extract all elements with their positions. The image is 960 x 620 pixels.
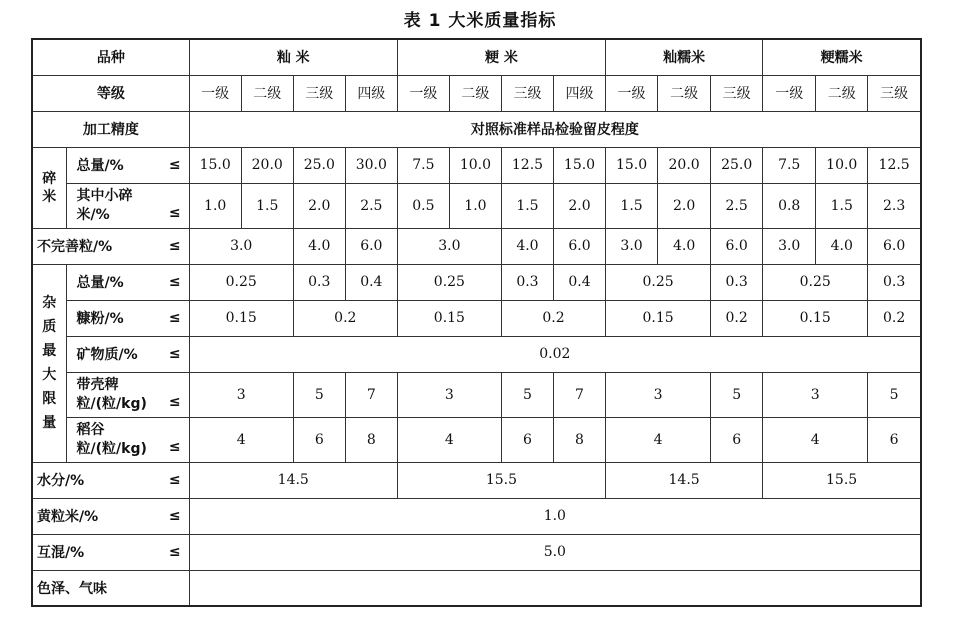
table-row (32, 39, 921, 75)
table-row (32, 498, 921, 534)
value-cell: 20.0 (658, 147, 711, 183)
value-cell: 6 (501, 417, 553, 462)
grade-header: 等级 (32, 75, 189, 111)
row-label (66, 300, 189, 336)
value-cell: 0.3 (711, 264, 763, 300)
value-cell: 15.5 (397, 462, 605, 498)
value-cell: 1.0 (189, 183, 241, 228)
value-cell: 3.0 (397, 228, 501, 264)
value-cell: 0.4 (345, 264, 397, 300)
row-label (32, 228, 189, 264)
broken-total-label: 总量/% (76, 158, 124, 174)
table-row (32, 300, 921, 336)
value-cell: 6.0 (345, 228, 397, 264)
leq-sign: ≤ (168, 438, 181, 455)
value-cell: 5 (293, 372, 345, 417)
value-cell: 0.25 (763, 264, 868, 300)
row-label (32, 462, 189, 498)
variety-glutinous-indica: 籼糯米 (606, 39, 763, 75)
table-row (32, 111, 921, 147)
imperfect-label: 不完善粒/% (37, 239, 113, 255)
value-cell: 3 (189, 372, 293, 417)
row-label (66, 147, 189, 183)
row-label (66, 183, 189, 228)
value-cell: 4 (606, 417, 711, 462)
variety-japonica: 粳 米 (397, 39, 605, 75)
table-row (32, 534, 921, 570)
value-cell: 4.0 (658, 228, 711, 264)
grade-cell: 一级 (763, 75, 816, 111)
value-cell: 7.5 (397, 147, 449, 183)
rice-quality-table (31, 38, 922, 607)
value-cell: 0.8 (763, 183, 816, 228)
broken-small-label: 其中小碎米/% (76, 187, 133, 223)
value-cell: 0.3 (293, 264, 345, 300)
grade-cell: 一级 (189, 75, 241, 111)
value-cell: 25.0 (711, 147, 763, 183)
mineral-label: 矿物质/% (76, 347, 138, 363)
value-cell: 0.5 (397, 183, 449, 228)
grade-cell: 一级 (397, 75, 449, 111)
hulled-label: 带壳稗粒/(粒/kg) (76, 376, 147, 412)
value-cell: 7.5 (763, 147, 816, 183)
value-cell: 2.5 (711, 183, 763, 228)
grade-cell: 一级 (606, 75, 658, 111)
value-cell: 1.5 (241, 183, 293, 228)
precision-label: 加工精度 (32, 111, 189, 147)
value-cell: 0.2 (711, 300, 763, 336)
row-label (66, 417, 189, 462)
value-cell: 0.25 (189, 264, 293, 300)
table-row (32, 462, 921, 498)
table-row (32, 336, 921, 372)
impurity-group-label: 杂质最大限量 (32, 264, 66, 462)
value-cell: 8 (345, 417, 397, 462)
value-cell: 6 (868, 417, 921, 462)
value-cell: 2.0 (293, 183, 345, 228)
value-cell: 15.0 (553, 147, 605, 183)
leq-sign: ≤ (168, 393, 181, 410)
table-row (32, 147, 921, 183)
value-cell: 0.15 (189, 300, 293, 336)
grade-cell: 三级 (501, 75, 553, 111)
impurity-total-label: 总量/% (76, 275, 124, 291)
value-cell: 1.5 (501, 183, 553, 228)
grade-cell: 三级 (868, 75, 921, 111)
value-cell: 0.2 (293, 300, 397, 336)
value-cell: 14.5 (606, 462, 763, 498)
color-odor-label: 色泽、气味 (37, 580, 107, 597)
grade-cell: 二级 (658, 75, 711, 111)
value-cell: 7 (345, 372, 397, 417)
value-cell: 0.2 (501, 300, 605, 336)
row-label (32, 498, 189, 534)
value-cell: 3 (397, 372, 501, 417)
leq-sign: ≤ (168, 238, 181, 254)
value-cell: 5 (711, 372, 763, 417)
value-cell: 15.0 (189, 147, 241, 183)
value-cell: 30.0 (345, 147, 397, 183)
value-cell: 12.5 (868, 147, 921, 183)
table-row (32, 372, 921, 417)
row-label (32, 534, 189, 570)
paddy-label: 稻谷粒/(粒/kg) (76, 421, 147, 457)
value-cell: 25.0 (293, 147, 345, 183)
value-cell: 5 (501, 372, 553, 417)
value-cell: 10.0 (816, 147, 868, 183)
mixed-value: 5.0 (189, 534, 921, 570)
table-title: 表 1 大米质量指标 (403, 11, 557, 31)
variety-header: 品种 (32, 39, 189, 75)
value-cell: 0.25 (606, 264, 711, 300)
broken-group-label: 碎米 (32, 147, 66, 228)
leq-sign: ≤ (168, 157, 181, 173)
value-cell: 4.0 (501, 228, 553, 264)
moisture-label: 水分/% (37, 473, 85, 489)
row-label (32, 570, 189, 606)
value-cell: 6.0 (711, 228, 763, 264)
table-row (32, 417, 921, 462)
leq-sign: ≤ (168, 544, 181, 560)
value-cell: 0.25 (397, 264, 501, 300)
grade-cell: 三级 (711, 75, 763, 111)
value-cell: 8 (553, 417, 605, 462)
value-cell: 6.0 (553, 228, 605, 264)
mineral-value: 0.02 (189, 336, 921, 372)
value-cell: 7 (553, 372, 605, 417)
value-cell: 2.0 (658, 183, 711, 228)
value-cell: 3 (763, 372, 868, 417)
value-cell: 2.5 (345, 183, 397, 228)
leq-sign: ≤ (168, 274, 181, 290)
table-row (32, 75, 921, 111)
value-cell: 10.0 (449, 147, 501, 183)
grade-cell: 二级 (241, 75, 293, 111)
variety-indica: 籼 米 (189, 39, 397, 75)
leq-sign: ≤ (168, 204, 181, 221)
value-cell: 5 (868, 372, 921, 417)
value-cell: 14.5 (189, 462, 397, 498)
table-row (32, 183, 921, 228)
leq-sign: ≤ (168, 346, 181, 362)
value-cell: 0.4 (553, 264, 605, 300)
table-row (32, 570, 921, 606)
yellow-value: 1.0 (189, 498, 921, 534)
value-cell: 1.5 (816, 183, 868, 228)
table-row (32, 228, 921, 264)
leq-sign: ≤ (168, 508, 181, 524)
yellow-label: 黄粒米/% (37, 509, 99, 525)
value-cell: 6.0 (868, 228, 921, 264)
grade-cell: 三级 (293, 75, 345, 111)
row-label (66, 372, 189, 417)
value-cell: 4 (397, 417, 501, 462)
value-cell: 12.5 (501, 147, 553, 183)
value-cell: 0.15 (763, 300, 868, 336)
mixed-label: 互混/% (37, 545, 85, 561)
value-cell: 0.15 (606, 300, 711, 336)
value-cell: 1.0 (449, 183, 501, 228)
value-cell: 4 (763, 417, 868, 462)
value-cell: 2.0 (553, 183, 605, 228)
leq-sign: ≤ (168, 310, 181, 326)
value-cell: 3.0 (763, 228, 816, 264)
value-cell: 3.0 (606, 228, 658, 264)
value-cell: 3 (606, 372, 711, 417)
value-cell: 0.3 (868, 264, 921, 300)
bran-label: 糠粉/% (76, 311, 124, 327)
value-cell: 0.2 (868, 300, 921, 336)
precision-value: 对照标准样品检验留皮程度 (189, 111, 921, 147)
variety-glutinous-japonica: 粳糯米 (763, 39, 921, 75)
value-cell: 0.15 (397, 300, 501, 336)
grade-cell: 四级 (553, 75, 605, 111)
value-cell: 3.0 (189, 228, 293, 264)
grade-cell: 四级 (345, 75, 397, 111)
value-cell: 1.5 (606, 183, 658, 228)
color-odor-value (189, 570, 921, 606)
value-cell: 2.3 (868, 183, 921, 228)
row-label (66, 336, 189, 372)
value-cell: 15.5 (763, 462, 921, 498)
value-cell: 0.3 (501, 264, 553, 300)
value-cell: 15.0 (606, 147, 658, 183)
value-cell: 4.0 (293, 228, 345, 264)
table-row (32, 264, 921, 300)
value-cell: 4 (189, 417, 293, 462)
row-label (66, 264, 189, 300)
grade-cell: 二级 (449, 75, 501, 111)
value-cell: 4.0 (816, 228, 868, 264)
grade-cell: 二级 (816, 75, 868, 111)
value-cell: 20.0 (241, 147, 293, 183)
value-cell: 6 (293, 417, 345, 462)
value-cell: 6 (711, 417, 763, 462)
leq-sign: ≤ (168, 472, 181, 488)
